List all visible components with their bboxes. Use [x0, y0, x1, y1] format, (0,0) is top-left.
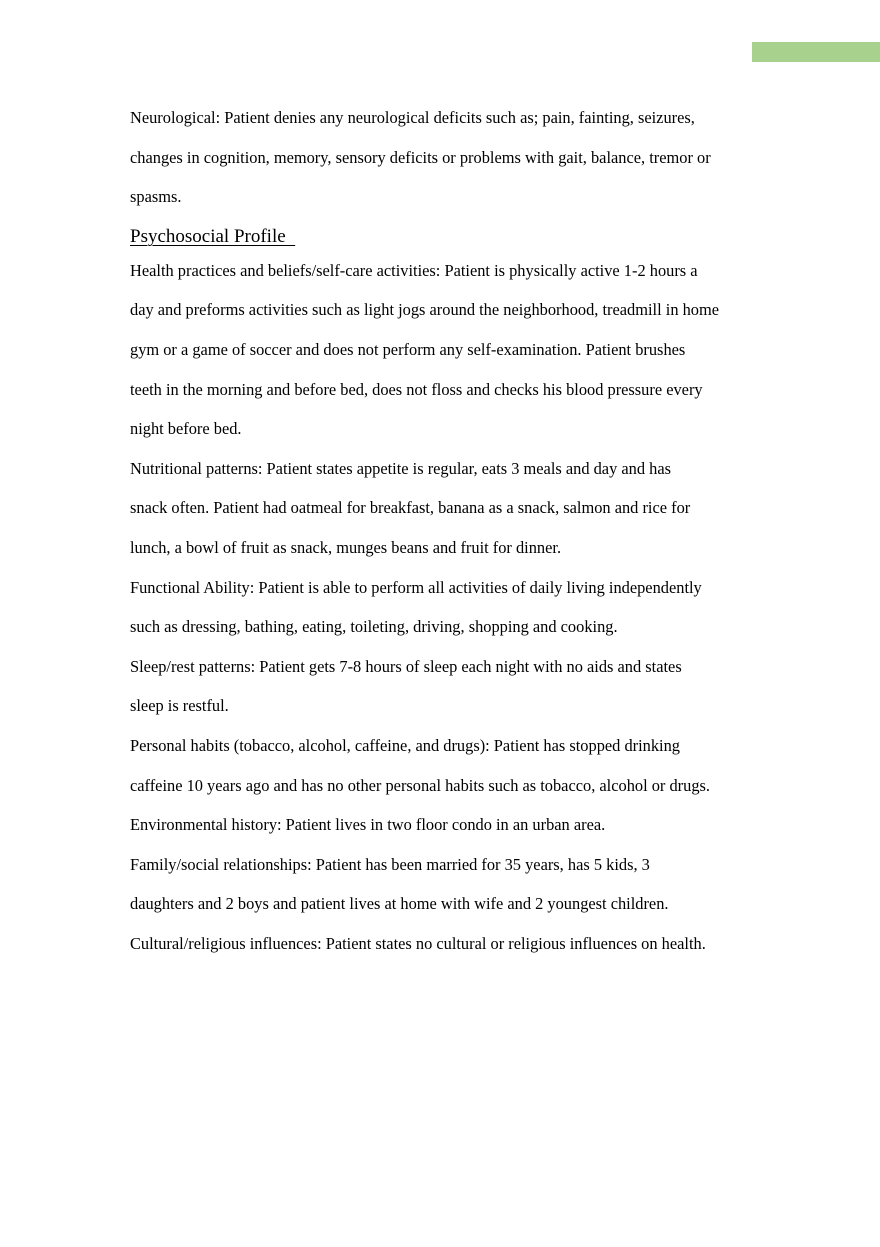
health-practices-paragraph: Health practices and beliefs/self-care activities: Patient is physically active 1-2 hours a day and preforms activities such as light jogs around the neighborhood, treadmill in home gym or a game of soccer and does not perform any self-examination. Patient brushes teeth in the morning and before bed, does not floss and checks his blood pressure every night before bed. [130, 260, 720, 439]
personal-habits-paragraph: Personal habits (tobacco, alcohol, caffeine, and drugs): Patient has stopped drinking caffeine 10 years ago and has no other personal habits such as tobacco, alcohol or drugs. [130, 735, 711, 795]
neurological-paragraph: Neurological: Patient denies any neurological deficits such as; pain, fainting, seizures, changes in cognition, memory, sensory deficits or problems with gait, balance, tremor or spasms. [130, 108, 711, 207]
family-social-paragraph: Family/social relationships: Patient has been married for 35 years, has 5 kids, 3 daughters and 2 boys and patient lives at home with wife and 2 youngest children. [130, 854, 669, 914]
document-body [130, 98, 770, 963]
nutritional-patterns-paragraph: Nutritional patterns: Patient states appetite is regular, eats 3 meals and day and has snack often. Patient had oatmeal for breakfast, banana as a snack, salmon and rice for lunch, a bowl of fruit as snack, munges beans and fruit for dinner. [130, 458, 691, 557]
psychosocial-profile-heading: Psychosocial Profile [130, 225, 296, 247]
header-accent-bar [752, 42, 880, 62]
environmental-history-paragraph: Environmental history: Patient lives in two floor condo in an urban area. [130, 815, 606, 835]
cultural-religious-paragraph: Cultural/religious influences: Patient states no cultural or religious influences on health. [130, 933, 706, 953]
sleep-rest-paragraph: Sleep/rest patterns: Patient gets 7-8 hours of sleep each night with no aids and states sleep is restful. [130, 656, 682, 716]
functional-ability-paragraph: Functional Ability: Patient is able to perform all activities of daily living independently such as dressing, bathing, eating, toileting, driving, shopping and cooking. [130, 577, 702, 637]
